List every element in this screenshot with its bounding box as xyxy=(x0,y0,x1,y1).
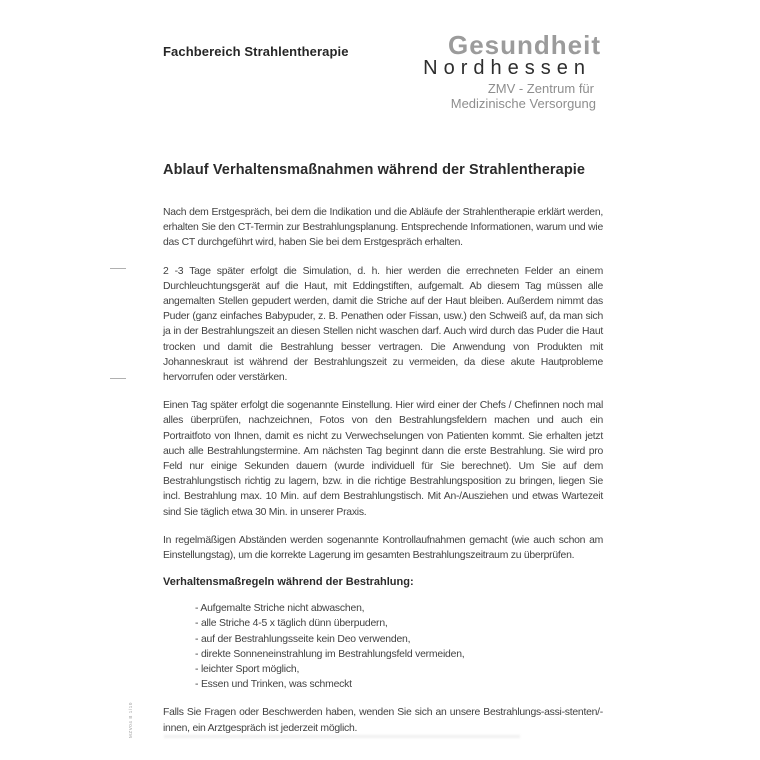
rules-heading: Verhaltensmaßregeln während der Bestrahlung: xyxy=(163,576,414,589)
paragraph-erstgespraech: Nach dem Erstgespräch, bei dem die Indikation und die Abläufe der Strahlentherapie erklärt werden, erhalten Sie den CT-Termin zur Bestrahlungsplanung. Entsprechende Informationen, warum und wie das CT durchgeführt wird, haben Sie bei dem Erstgespräch erhalten. xyxy=(163,207,603,249)
paragraph-kontrollaufnahmen: In regelmäßigen Abständen werden sogenannte Kontrollaufnahmen gemacht (wie auch schon am Einstellungstag), um die korrekte Lagerung im gesamten Bestrahlungszeitraum zu überprüfen. xyxy=(163,534,603,562)
list-item: - Aufgemalte Striche nicht abwaschen, xyxy=(195,603,365,615)
logo-word-nordhessen: Nordhessen xyxy=(423,57,591,79)
page-title: Ablauf Verhaltensmaßnahmen während der Strahlentherapie xyxy=(163,162,586,178)
document-code-vertical: MZV04 B 1/10 xyxy=(128,702,133,738)
fold-mark-top xyxy=(110,268,126,269)
logo-subline-zmv: ZMV - Zentrum für xyxy=(487,81,594,96)
fold-mark-bottom xyxy=(110,378,126,379)
list-item: - alle Striche 4-5 x täglich dünn überpudern, xyxy=(195,618,388,630)
paragraph-einstellung: Einen Tag später erfolgt die sogenannte Einstellung. Hier wird einer der Chefs / Chefinnen noch mal alles überprüfen, nachzeichnen, Fotos von den Bestrahlungsfeldern machen und auch ein Portraitfoto von Ihnen, damit es nicht zu Verwechselungen von Patienten kommt. Sie erhalten jetzt auch alle Bestrahlungstermine. Am nächsten Tag beginnt dann die erste Bestrahlung. Sie wird pro Feld nur einige Sekunden dauern (wurde individuell für Sie berechnet). Um Sie auf dem Bestrahlungstisch richtig zu lagern, bzw. in die richtige Bestrahlungsposition zu bringen, liegen Sie incl. Bestrahlung max. 10 Min. auf dem Bestrahlungstisch. Mit An-/Ausziehen und etwas Wartezeit sind Sie täglich etwa 30 Min. in unserer Praxis. xyxy=(163,400,603,518)
logo-subline-versorgung: Medizinische Versorgung xyxy=(450,96,596,111)
list-item: - direkte Sonneneinstrahlung im Bestrahlungsfeld vermeiden, xyxy=(195,648,465,660)
company-logo xyxy=(423,30,601,111)
paragraph-closing: Falls Sie Fragen oder Beschwerden haben, wenden Sie sich an unsere Bestrahlungs-assi-stenten/-innen, ein Arztgespräch ist jederzeit möglich. xyxy=(163,707,603,734)
scan-artifact xyxy=(164,735,520,738)
rules-list xyxy=(195,601,603,692)
department-title: Fachbereich Strahlentherapie xyxy=(163,44,349,59)
paragraph-simulation: 2 -3 Tage später erfolgt die Simulation, d. h. hier werden die errechneten Felder an einem Durchleuchtungsgerät auf die Haut, mit Eddingstiften, aufgemalt. Ab diesem Tag müssen alle angemalten Stellen gepudert werden, damit die Striche auf der Haut bleiben. Außerdem nimmt das Puder (ganz einfaches Babypuder, z. B. Penathen oder Fissan, usw.) den Schweiß auf, da man sich ja in der Bestrahlungszeit an diesen Stellen nicht waschen darf. Auch wird durch das Puder die Haut trocken und damit die Bestrahlung besser vertragen. Die Anwendung von Produkten mit Johanneskraut ist während der Bestrahlungszeit zu vermeiden, da diese akute Hautprobleme hervorrufen oder verstärken. xyxy=(163,265,603,384)
list-item: - leichter Sport möglich, xyxy=(195,664,300,676)
logo-word-gesundheit: Gesundheit xyxy=(447,30,601,60)
list-item: - auf der Bestrahlungsseite kein Deo verwenden, xyxy=(195,633,411,645)
list-item: - Essen und Trinken, was schmeckt xyxy=(195,679,352,691)
main-text-column xyxy=(163,162,603,749)
